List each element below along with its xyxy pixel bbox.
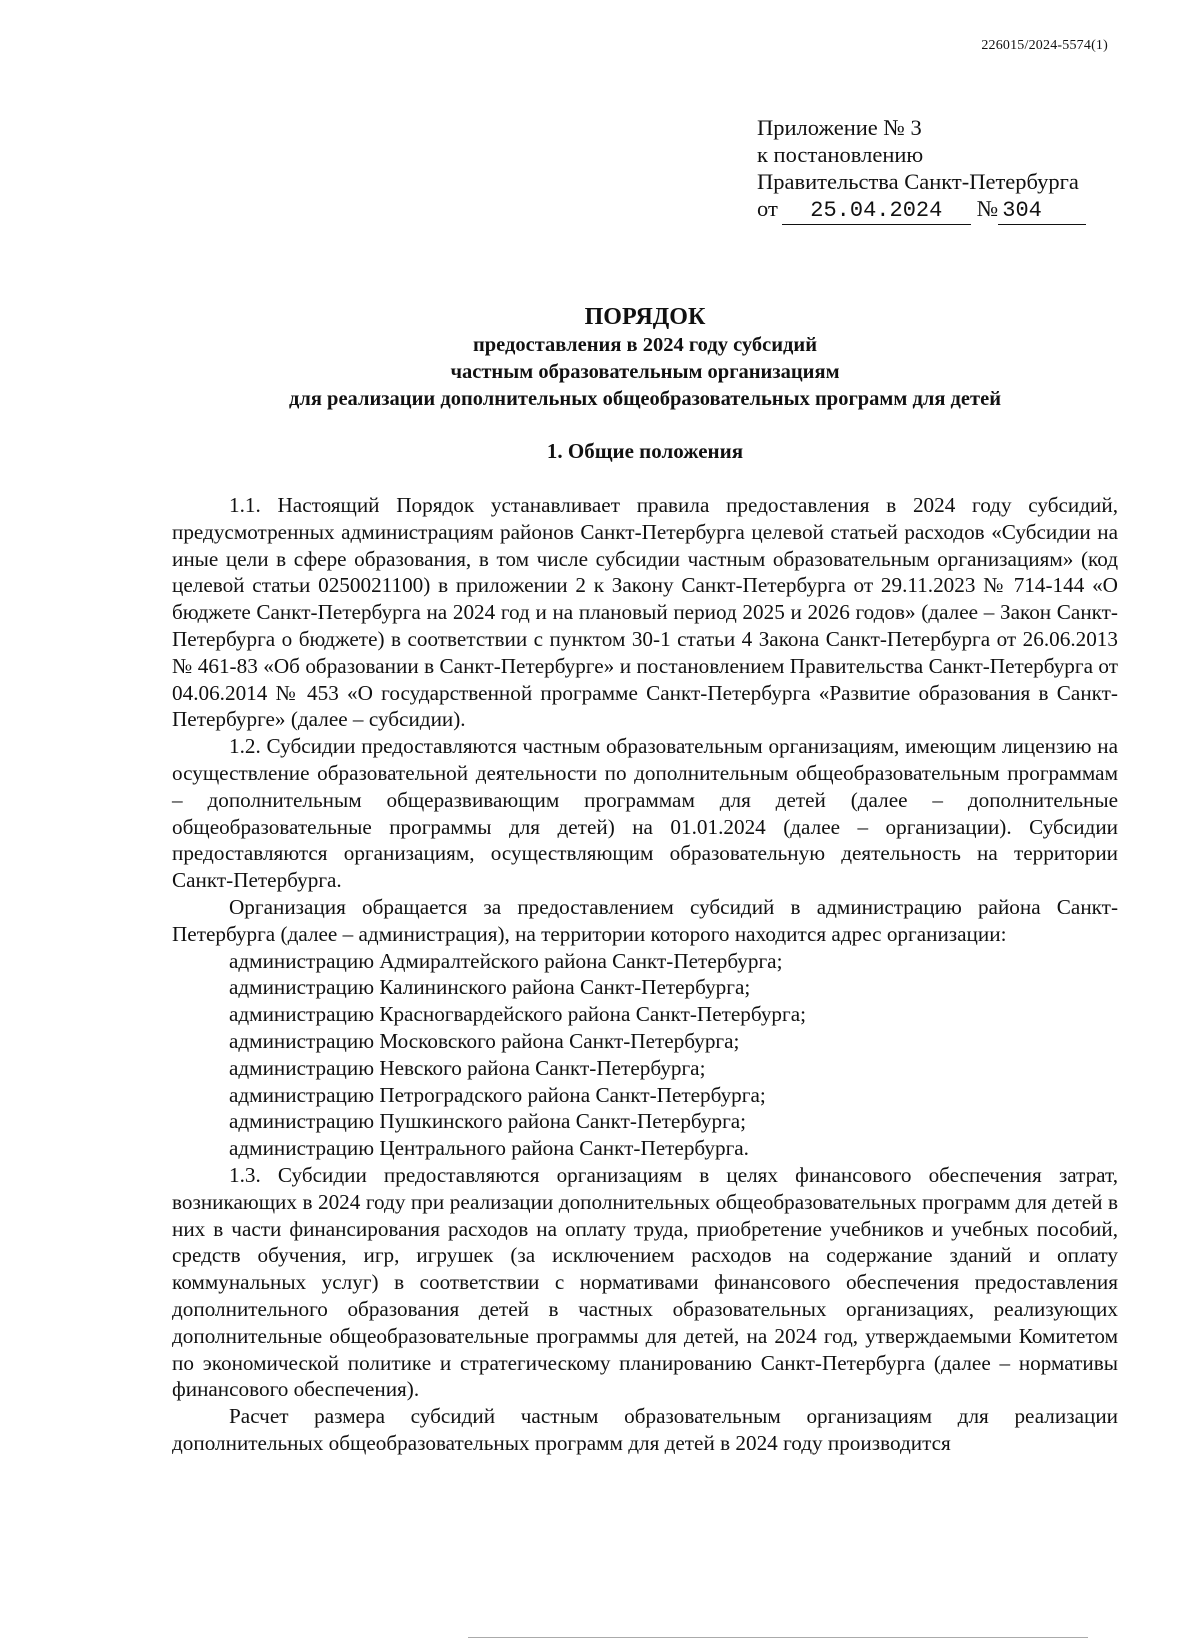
section-heading: 1. Общие положения	[546, 439, 744, 463]
appendix-line: Приложение № 3	[757, 115, 922, 140]
document-subtitle: частным образовательным организациям	[450, 361, 840, 383]
list-item: администрацию Красногвардейского района Санкт-Петербурга;	[229, 1002, 806, 1027]
from-prefix: от	[757, 196, 778, 221]
number-prefix: №	[976, 196, 999, 221]
document-registration-number: 226015/2024-5574(1)	[981, 38, 1108, 53]
list-item: администрацию Петроградского района Санкт-Петербурга;	[229, 1082, 766, 1107]
list-item: администрацию Пушкинского района Санкт-Петербурга;	[229, 1109, 747, 1134]
paragraph-1-3-continued: Расчет размера субсидий частным образовательным организациям для реализации дополнительных общеобразовательных программ для детей в 2024 году производится	[172, 1404, 1118, 1455]
appendix-date-line	[757, 195, 1117, 225]
page-bottom-divider	[468, 1637, 1088, 1638]
document-subtitle: для реализации дополнительных общеобразовательных программ для детей	[288, 388, 1002, 410]
list-item: администрацию Центрального района Санкт-Петербурга.	[229, 1136, 749, 1161]
document-title: ПОРЯДОК	[584, 304, 706, 330]
resolution-number: 304	[998, 197, 1086, 225]
document-subtitle: предоставления в 2024 году субсидий	[472, 334, 818, 356]
list-item: администрацию Московского района Санкт-Петербурга;	[229, 1028, 740, 1053]
paragraph-1-1: 1.1. Настоящий Порядок устанавливает правила предоставления в 2024 году субсидий, предусмотренных администрациям районов Санкт-Петербурга целевой статьей расходов «Субсидии на иные цели в сфере образования, в том числе субсидии частным образовательным организациям» (код целевой статьи 0250021100) в приложении 2 к Закону Санкт-Петербурга от 29.11.2023 № 714-144 «О бюджете Санкт-Петербурга на 2024 год и на плановый период 2025 и 2026 годов» (далее – Закон Санкт-Петербурга о бюджете) в соответствии с пунктом 30-1 статьи 4 Закона Санкт-Петербурга от 26.06.2013 № 461-83 «Об образовании в Санкт-Петербурге» и постановлением Правительства Санкт-Петербурга от 04.06.2014 № 453 «О государственной программе Санкт-Петербурга «Развитие образования в Санкт-Петербурге» (далее – субсидии).	[172, 493, 1118, 732]
appendix-block	[757, 114, 1117, 225]
list-item: администрацию Адмиралтейского района Санкт-Петербурга;	[229, 948, 783, 973]
paragraph-1-3: 1.3. Субсидии предоставляются организациям в целях финансового обеспечения затрат, возникающих в 2024 году при реализации дополнительных общеобразовательных программ для детей в них в части финансирования расходов на оплату труда, приобретение учебников и учебных пособий, средств обучения, игр, игрушек (за исключением расходов на содержание зданий и оплату коммунальных услуг) в соответствии с нормативами финансового обеспечения предоставления дополнительного образования детей в частных образовательных организациях, реализующих дополнительные общеобразовательные программы для детей, на 2024 год, утверждаемыми Комитетом по экономической политике и стратегическому планированию Санкт-Петербурга (далее – нормативы финансового обеспечения).	[172, 1162, 1118, 1402]
paragraph-1-2-continued: Организация обращается за предоставлением субсидий в администрацию района Санкт-Петербурга (далее – администрация), на территории которого находится адрес организации:	[172, 894, 1118, 946]
resolution-date: 25.04.2024	[782, 197, 971, 225]
document-title-block	[180, 302, 1110, 413]
appendix-line: к постановлению	[757, 142, 924, 167]
list-item: администрацию Калининского района Санкт-Петербурга;	[229, 975, 751, 1000]
appendix-line: Правительства Санкт-Петербурга	[757, 169, 1079, 194]
document-body	[172, 492, 1118, 1457]
list-item: администрацию Невского района Санкт-Петербурга;	[229, 1055, 706, 1080]
paragraph-1-2: 1.2. Субсидии предоставляются частным образовательным организациям, имеющим лицензию на осуществление образовательной деятельности по дополнительным общеобразовательным программам – дополнительным общеразвивающим программам для детей (далее – дополнительные общеобразовательные программы для детей) на 01.01.2024 (далее – организации). Субсидии предоставляются организациям, осуществляющим образовательную деятельность на территории Санкт-Петербурга.	[172, 734, 1118, 893]
district-administrations-list	[172, 948, 1118, 1162]
